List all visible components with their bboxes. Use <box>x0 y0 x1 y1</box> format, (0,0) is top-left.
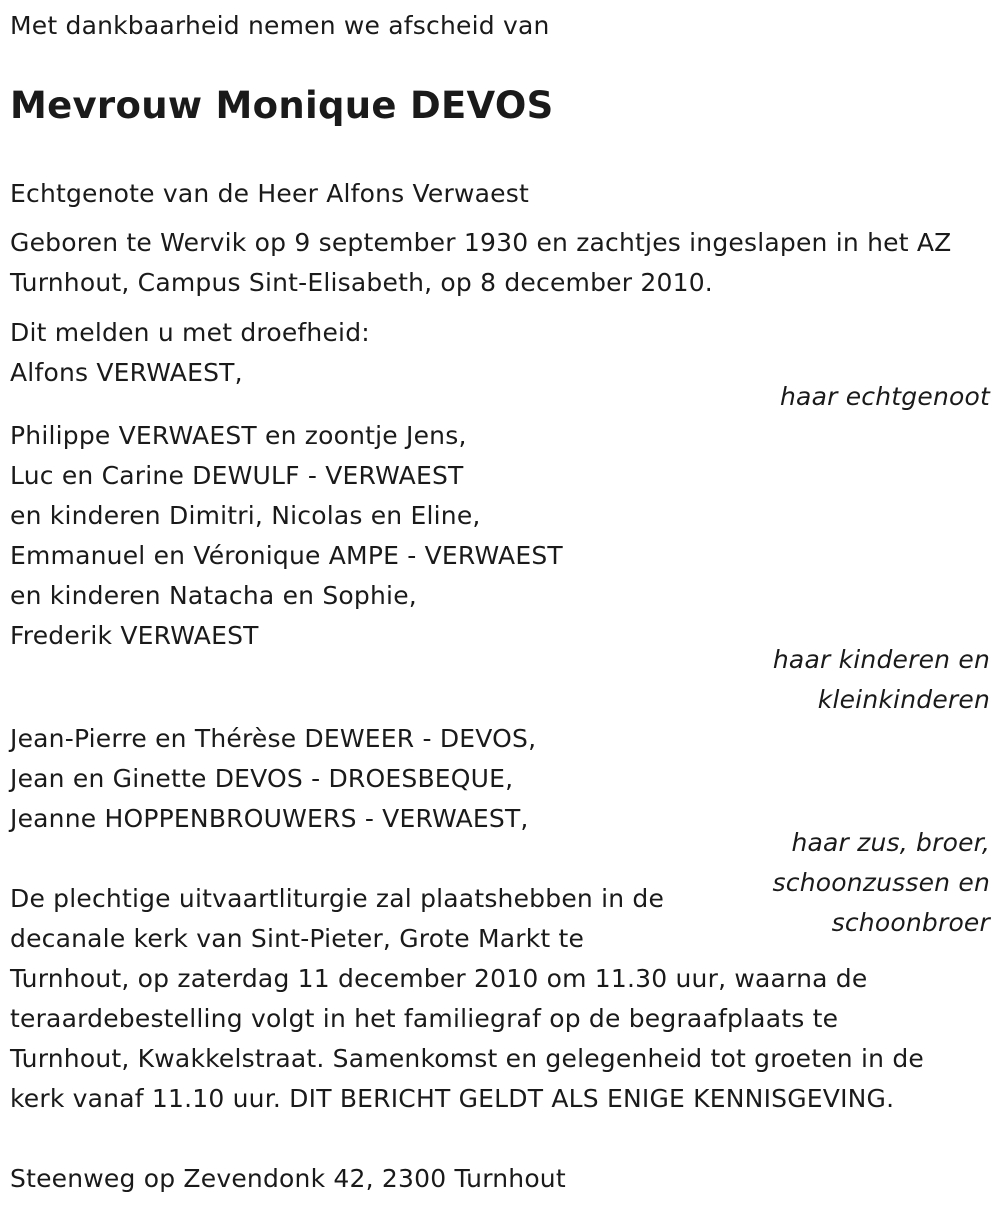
funeral-line-5: Turnhout, Kwakkelstraat. Samenkomst en gelegenheid tot groeten in de <box>10 1044 924 1073</box>
relation-label: kleinkinderen <box>817 685 990 714</box>
intro-text: Met dankbaarheid nemen we afscheid van <box>10 11 550 40</box>
relation-label: haar zus, broer, <box>791 828 990 857</box>
birth-death-line-1: Geboren te Wervik op 9 september 1930 en zachtjes ingeslapen in het AZ <box>10 228 952 257</box>
funeral-line-1: De plechtige uitvaartliturgie zal plaatshebben in de <box>10 884 665 913</box>
family-member: Jeanne HOPPENBROUWERS - VERWAEST, <box>10 804 529 833</box>
address-line: Steenweg op Zevendonk 42, 2300 Turnhout <box>10 1164 566 1193</box>
family-member: Jean-Pierre en Thérèse DEWEER - DEVOS, <box>10 724 537 753</box>
funeral-line-2: decanale kerk van Sint-Pieter, Grote Markt te <box>10 924 585 953</box>
family-member: en kinderen Dimitri, Nicolas en Eline, <box>10 501 481 530</box>
family-member: Frederik VERWAEST <box>10 621 259 650</box>
family-member: en kinderen Natacha en Sophie, <box>10 581 417 610</box>
family-member: Luc en Carine DEWULF - VERWAEST <box>10 461 464 490</box>
birth-death-line-2: Turnhout, Campus Sint-Elisabeth, op 8 december 2010. <box>10 268 713 297</box>
funeral-line-4: teraardebestelling volgt in het familiegraf op de begraafplaats te <box>10 1004 839 1033</box>
family-member: Alfons VERWAEST, <box>10 358 243 387</box>
family-member: Philippe VERWAEST en zoontje Jens, <box>10 421 467 450</box>
relation-label: schoonbroer <box>831 908 990 937</box>
relation-label: haar kinderen en <box>772 645 990 674</box>
announcement-intro: Dit melden u met droefheid: <box>10 318 370 347</box>
deceased-name: Mevrouw Monique DEVOS <box>10 84 554 127</box>
relation-label: schoonzussen en <box>772 868 990 897</box>
relation-label: haar echtgenoot <box>780 382 990 411</box>
spouse-line: Echtgenote van de Heer Alfons Verwaest <box>10 179 529 208</box>
family-member: Jean en Ginette DEVOS - DROESBEQUE, <box>10 764 514 793</box>
funeral-line-6: kerk vanaf 11.10 uur. DIT BERICHT GELDT ALS ENIGE KENNISGEVING. <box>10 1084 895 1113</box>
family-member: Emmanuel en Véronique AMPE - VERWAEST <box>10 541 563 570</box>
funeral-line-3: Turnhout, op zaterdag 11 december 2010 om 11.30 uur, waarna de <box>10 964 868 993</box>
